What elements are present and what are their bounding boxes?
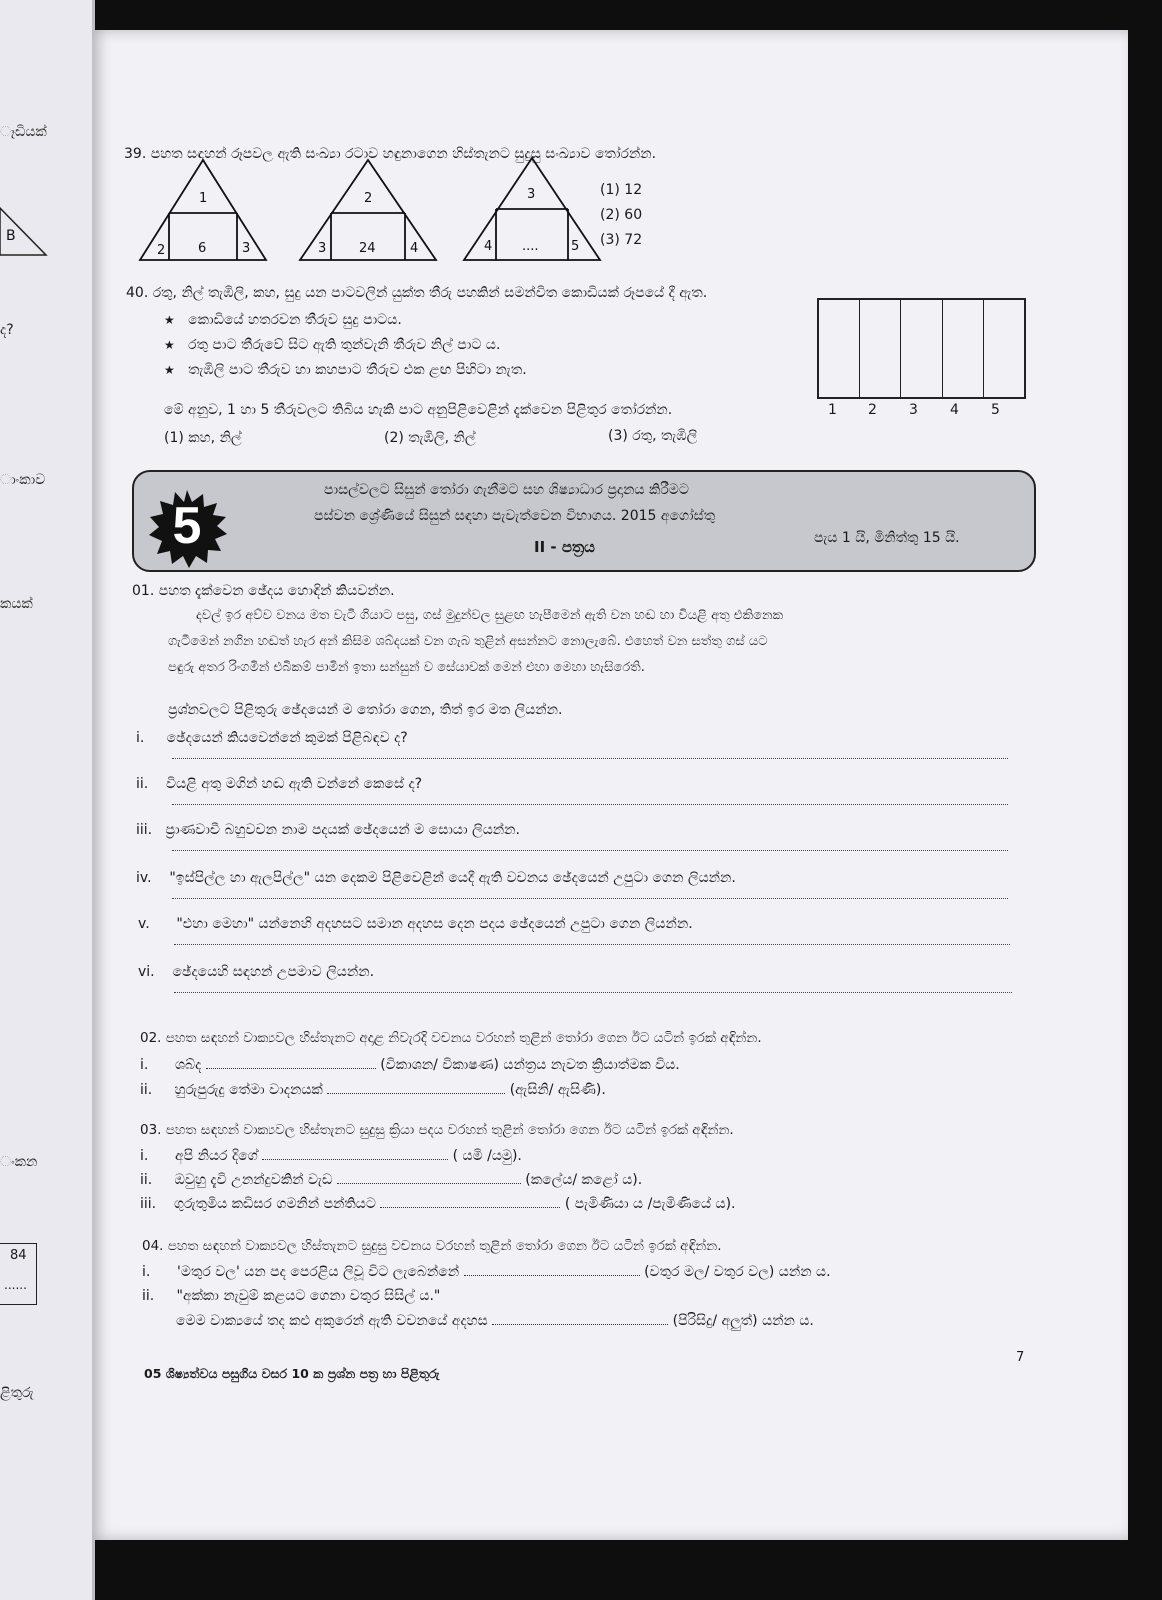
- item-text: හුරුපුරුදු තේමා වාදනයක්: [174, 1082, 323, 1098]
- q03-item-i: [140, 1148, 522, 1164]
- exam-page: [92, 30, 1128, 1540]
- prev-page-fragment: ාංකාව: [0, 472, 46, 488]
- item-options: ( පැමිණියා ය /පැමිණියේ ය).: [564, 1196, 736, 1212]
- question-40-prompt: මේ අනුව, 1 හා 5 තීරුවලට තිබිය හැකි පාට අනුපිළිවෙළින් දැක්වෙන පිළිතුර තෝරන්න.: [164, 402, 673, 418]
- item-number: ii.: [140, 1082, 153, 1098]
- triangle-figure-1: [138, 158, 268, 263]
- prev-triangle-label: B: [6, 228, 16, 244]
- fig-middle: 24: [359, 241, 376, 256]
- question-number: 40.: [126, 285, 149, 301]
- banner-time: පැය 1 යි, මිනිත්තු 15 යි.: [814, 530, 960, 546]
- question-text: පහත සඳහන් රූපවල ඇති සංඛ්‍යා රටාව හඳුනාගෙන හිස්තැනට සුදුසු සංඛ්‍යාව තෝරන්න.: [150, 146, 657, 162]
- badge-number: 5: [172, 497, 202, 555]
- passage-line-2: ගැටීමෙන් නගින හඬත් හැර අන් කිසිම ශබ්දයක් වන ගැබ තුළින් අසන්නට නොලැබේ. එහෙත් වන සත්තු ගස් යට: [168, 634, 768, 649]
- blank-field[interactable]: [380, 1207, 560, 1208]
- fig-right: 3: [242, 241, 251, 256]
- blank-field[interactable]: [337, 1183, 521, 1184]
- prev-page-fragment: ද?: [0, 322, 14, 338]
- option-40-3[interactable]: (3) රතු, තැඹිලි: [608, 428, 698, 444]
- item-text: ප්‍රාණවාචී බහුවචන නාම පදයක් ඡේදයෙන් ම සොයා ලියන්න.: [165, 822, 520, 838]
- q04-item-i: [142, 1264, 831, 1280]
- q04-item-ii-b: [176, 1313, 814, 1329]
- item-number: i.: [140, 1057, 149, 1073]
- item-text: වියළි අතු මගින් හඬ ඇති වන්නේ කෙසේ ද?: [166, 776, 423, 792]
- exam-header-banner: [132, 470, 1036, 572]
- star-icon: ★: [164, 363, 175, 377]
- flag-stripe-grid: [817, 298, 1026, 399]
- passage-line-1: දවල් ඉර අව්ව වනය මත වැටී ගියාට පසු, ගස් මුදුන්වල සුළඟ හැපීමෙන් ඇති වන හඬ හා වියළි අතු එකිනෙක: [196, 608, 784, 623]
- blank-field[interactable]: [327, 1093, 505, 1094]
- item-text: ශබ්ද: [175, 1057, 202, 1073]
- item-text: ඡේදයෙන් කියවෙන්නේ කුමක් පිළිබඳව ද?: [166, 730, 408, 746]
- item-text: මෙම වාක්‍යයේ තද කළු අකුරෙන් ඇති වචනයේ අදහස: [176, 1313, 488, 1329]
- stripe-cell: [984, 300, 1024, 397]
- blank-field[interactable]: [206, 1068, 376, 1069]
- option-40-1[interactable]: (1) කහ, නිල්: [164, 430, 242, 446]
- question-40: [126, 285, 707, 301]
- question-text: පහත සඳහන් වාක්‍යවල හිස්තැනට අදාළ නිවැරදි වචනය වරහන් තුළින් තෝරා ගෙන ඊට යටින් ඉරක් අඳින්න.: [165, 1030, 762, 1046]
- previous-page-edge: [0, 0, 95, 1600]
- q03-item-iii: [140, 1196, 735, 1212]
- question-text: පහත සඳහන් වාක්‍යවල හිස්තැනට සුදුසු වචනය වරහන් තුළින් තෝරා ගෙන ඊට යටින් ඉරක් අඳින්න.: [167, 1238, 722, 1254]
- item-number: i.: [140, 1148, 149, 1164]
- item-number: ii.: [140, 1172, 153, 1188]
- item-options: (පිරිසිදු/ අලුත්) යන්න ය.: [672, 1313, 814, 1329]
- q01-instruction: ප්‍රශ්නවලට පිළිතුරු ඡේදයෙන් ම තෝරා ගෙන, තිත් ඉර මත ලියන්න.: [168, 702, 563, 718]
- q01-item-iv: [136, 870, 736, 886]
- option-39-2[interactable]: (2) 60: [600, 207, 643, 223]
- bullet-40-3: [164, 362, 527, 378]
- item-text: "එහා මෙහා" යන්නෙහි අදහසට සමාන අදහස දෙන පදය ඡේදයෙන් උපුටා ගෙන ලියන්න.: [176, 916, 693, 932]
- paper-badge: [147, 490, 227, 570]
- fig-middle: 6: [198, 241, 207, 256]
- stripe-cell: [860, 300, 901, 397]
- item-number: i.: [136, 730, 145, 746]
- answer-line-i[interactable]: [172, 758, 1008, 759]
- question-02: [140, 1030, 762, 1046]
- option-39-3[interactable]: (3) 72: [600, 232, 643, 248]
- question-number: 01.: [132, 583, 155, 599]
- question-number: 03.: [140, 1122, 162, 1138]
- item-text: ඔවුහු දැවි උනන්දුවකින් වැඩ: [174, 1172, 333, 1188]
- q01-item-ii: [136, 776, 422, 792]
- q02-item-ii: [140, 1082, 606, 1098]
- fig-right: 5: [571, 239, 580, 254]
- option-39-1[interactable]: (1) 12: [600, 182, 643, 198]
- question-number: 04.: [142, 1238, 164, 1254]
- banner-line-1: පාසල්වලට සිසුන් තෝරා ගැනීමට සහ ශිෂ්‍යාධාර ප්‍රදානය කිරීමට: [324, 482, 689, 498]
- item-text: "ඉස්පිල්ල හා ඇලපිල්ල" යන දෙකම පිළිවෙළින් යෙදී ඇති වචනය ඡේදයෙන් උපුටා ගෙන ලියන්න.: [169, 870, 736, 886]
- question-number: 39.: [124, 146, 147, 162]
- q01-item-v: [138, 916, 693, 932]
- item-number: iv.: [136, 870, 152, 886]
- page-number: 7: [1016, 1350, 1025, 1365]
- item-text: 'මතුර වල' යන පද පෙරළිය ලිවූ විට ලැබෙන්නේ: [177, 1264, 460, 1280]
- item-number: iii.: [136, 822, 153, 838]
- stripe-label-3: 3: [909, 402, 918, 418]
- answer-line-iii[interactable]: [172, 850, 1008, 851]
- star-icon: ★: [164, 338, 175, 352]
- fig-right: 4: [410, 241, 419, 256]
- prev-page-fragment: කයක්: [0, 596, 33, 612]
- prev-score-dots: ......: [4, 1278, 27, 1292]
- stripe-label-5: 5: [991, 402, 1000, 418]
- blank-field[interactable]: [464, 1275, 640, 1276]
- fig-middle-blank: ....: [522, 239, 539, 254]
- item-options: (ඇසිනි/ ඇසිණි).: [509, 1082, 606, 1098]
- blank-field[interactable]: [492, 1324, 668, 1325]
- question-03: [140, 1122, 734, 1138]
- item-text: ගුරුතුමිය කඩිසර ගමනින් පන්තියට: [173, 1196, 376, 1212]
- prev-page-score-box: [0, 1243, 37, 1305]
- item-number: ii.: [136, 776, 149, 792]
- q04-item-ii: [142, 1288, 440, 1304]
- item-text: අපි නියර දිගේ: [175, 1148, 258, 1164]
- question-number: 02.: [140, 1030, 162, 1046]
- question-04: [142, 1238, 722, 1254]
- stripe-label-4: 4: [950, 402, 959, 418]
- q01-item-vi: [138, 964, 374, 980]
- item-options: (වතුර මල/ වතුර වල) යන්න ය.: [644, 1264, 831, 1280]
- stripe-cell: [901, 300, 942, 397]
- stripe-cell: [819, 300, 860, 397]
- question-text: පහත සඳහන් වාක්‍යවල හිස්තැනට සුදුසු ක්‍රියා පදය වරහන් තුළින් තෝරා ගෙන ඊට යටින් ඉරක් අඳින්න.: [165, 1122, 734, 1138]
- prev-page-fragment: ංකන: [0, 1154, 38, 1170]
- item-options: ( යමි /යමු).: [452, 1148, 522, 1164]
- item-number: ii.: [142, 1288, 155, 1304]
- item-number: vi.: [138, 964, 155, 980]
- q01-item-iii: [136, 822, 520, 838]
- triangle-figure-3: [462, 156, 602, 263]
- banner-paper: II - පත්‍රය: [534, 538, 595, 556]
- question-01: [132, 583, 395, 599]
- answer-line-v[interactable]: [174, 944, 1010, 945]
- footer-title: 05 ශිෂ්‍යත්වය පසුගිය වසර 10 ක ප්‍රශ්න පත්‍ර හා පිළිතුරු: [144, 1366, 440, 1381]
- star-icon: ★: [164, 313, 175, 327]
- prev-page-fragment: ෑඩියක්: [0, 124, 47, 140]
- answer-line-ii[interactable]: [172, 804, 1008, 805]
- blank-field[interactable]: [262, 1159, 448, 1160]
- stripe-label-2: 2: [868, 402, 877, 418]
- item-options: (කලේය/ කළෝ ය).: [525, 1172, 643, 1188]
- q01-item-i: [136, 730, 408, 746]
- q03-item-ii: [140, 1172, 642, 1188]
- prev-page-fragment: ළිතුරු: [0, 1385, 34, 1401]
- banner-line-2: පස්වන ශ්‍රේණියේ සිසුන් සඳහා පැවැත්වෙන විභාගය. 2015 අගෝස්තු: [314, 508, 716, 524]
- item-text: ඡේදයෙහි සඳහන් උපමාව ලියන්න.: [172, 964, 375, 980]
- prev-page-triangle: [0, 200, 50, 260]
- bullet-text: රතු පාට තීරුවේ සිට ඇති තුන්වැනි තීරුව නිල් පාට ය.: [188, 337, 501, 353]
- item-number: v.: [138, 916, 150, 932]
- question-text: රතු, නිල් තැඹිලි, කහ, සුදු යන පාටවලින් යුක්ත තීරු පහකින් සමන්විත කොඩියක් රූපයේ දී ඇත.: [152, 285, 708, 301]
- bullet-text: තැඹිලි පාට තීරුව හා කහපාට තීරුව එක ළඟ පිහිටා නැත.: [188, 362, 527, 378]
- q02-item-i: [140, 1057, 680, 1073]
- fig-top: 1: [199, 191, 208, 206]
- bullet-text: කොඩියේ හතරවන තීරුව සුදු පාටය.: [188, 312, 402, 328]
- question-text: පහත දැක්වෙන ඡේදය හොඳින් කියවන්න.: [158, 583, 395, 599]
- fig-left: 3: [318, 241, 327, 256]
- bullet-40-1: [164, 312, 402, 328]
- item-number: i.: [142, 1264, 151, 1280]
- fig-left: 2: [157, 243, 166, 258]
- stripe-cell: [943, 300, 984, 397]
- fig-left: 4: [484, 239, 493, 254]
- option-40-2[interactable]: (2) තැඹිලි, නිල්: [384, 430, 476, 446]
- bullet-40-2: [164, 337, 500, 353]
- stripe-label-1: 1: [828, 402, 837, 418]
- triangle-figure-2: [298, 158, 438, 263]
- item-options: (විකාශන/ විකාෂණ) යන්ත්‍රය නැවත ක්‍රියාත්මක විය.: [380, 1057, 680, 1073]
- prev-score-value: 84: [10, 1248, 27, 1263]
- passage-line-3: පඳුරු අතර රිංගමින් එබිකම් පාමින් ඉතා සන්සුන් ව සේයාවක් මෙන් එහා මෙහා හැසිරෙති.: [168, 660, 645, 675]
- answer-line-vi[interactable]: [174, 992, 1012, 993]
- item-number: iii.: [140, 1196, 157, 1212]
- item-text: "අක්කා නැවුම් කළයට ගෙනා වතුර සිසිල් ය.": [176, 1288, 441, 1304]
- fig-top: 3: [527, 187, 536, 202]
- fig-top: 2: [364, 191, 373, 206]
- answer-line-iv[interactable]: [172, 898, 1008, 899]
